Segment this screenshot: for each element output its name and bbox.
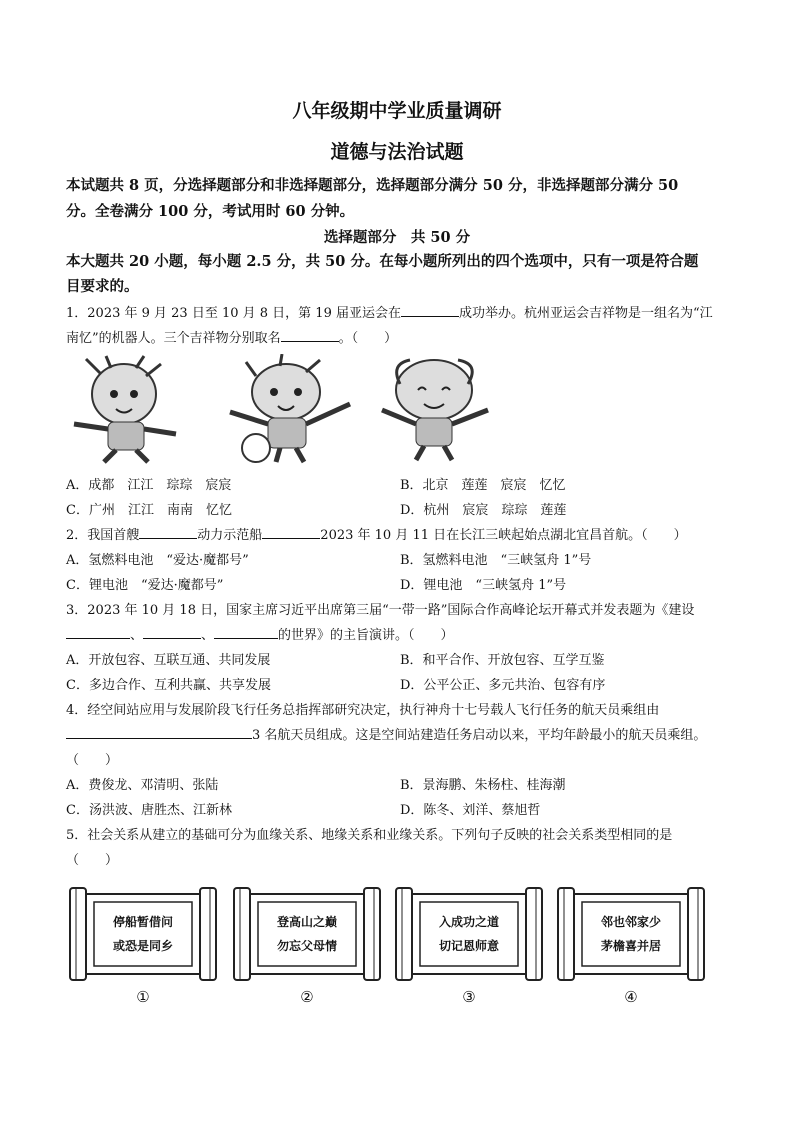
section-instruction-2: 目要求的。 [66, 278, 139, 295]
mascot-illustration-1 [66, 354, 206, 464]
q3-option-a[interactable]: A．开放包容、互联互通、共同发展 [66, 653, 271, 668]
blank [262, 526, 320, 539]
question-4-line-3: （ ） [66, 753, 119, 768]
blank [401, 304, 459, 317]
scroll-line-2: 或恐是同乡 [112, 939, 173, 953]
question-2-stem: 2．我国首艘 动力示范船 2023 年 10 月 11 日在长江三峡起始点湖北宜昌首航。（ ） [66, 528, 687, 543]
scroll-line-2: 切记恩师意 [438, 939, 499, 953]
blank [214, 626, 278, 639]
q1-option-d[interactable]: D．杭州 宸宸 琮琮 莲莲 [400, 503, 567, 518]
scroll-3 [394, 884, 544, 1012]
scroll-line-1: 停船暂借问 [112, 915, 173, 929]
blank [143, 626, 201, 639]
q2-option-b[interactable]: B．氢燃料电池 “三峡氢舟 1”号 [400, 553, 592, 568]
q3-option-c[interactable]: C．多边合作、互利共赢、共享发展 [66, 678, 271, 693]
question-1-line-1: 1．2023 年 9 月 23 日至 10 月 8 日，第 19 届亚运会在 成功举办。杭州亚运会吉祥物是一组名为“江 [66, 306, 713, 321]
mascot-illustration-2 [210, 354, 358, 464]
q3-option-b[interactable]: B．和平合作、开放包容、互学互鉴 [400, 653, 605, 668]
question-5-line-1: 5．社会关系从建立的基础可分为血缘关系、地缘关系和业缘关系。下列句子反映的社会关系类型相同的是 [66, 828, 673, 843]
q1-option-b[interactable]: B．北京 莲莲 宸宸 忆忆 [400, 478, 566, 493]
scroll-text [394, 910, 544, 958]
page-subtitle: 道德与法治试题 [330, 141, 464, 163]
question-4-line-1: 4．经空间站应用与发展阶段飞行任务总指挥部研究决定，执行神舟十七号载人飞行任务的航天员乘组由 [66, 703, 660, 718]
section-instruction-1: 本大题共 20 小题，每小题 2.5 分，共 50 分。在每小题所列出的四个选项中，只有一项是符合题 [66, 253, 699, 270]
question-4-line-2: 3 名航天员组成。这是空间站建造任务启动以来，平均年龄最小的航天员乘组。 [66, 724, 706, 743]
scroll-text [68, 910, 218, 958]
q2-option-a[interactable]: A．氢燃料电池 “爱达·魔都号” [66, 553, 249, 568]
question-5-line-2: （ ） [66, 853, 119, 868]
q4-option-b[interactable]: B．景海鹏、朱杨柱、桂海潮 [400, 778, 566, 793]
q1-option-c[interactable]: C．广州 江江 南南 忆忆 [66, 503, 232, 518]
q4-option-a[interactable]: A．费俊龙、邓清明、张陆 [66, 778, 219, 793]
blank [66, 626, 130, 639]
scroll-number: ④ [624, 988, 638, 1006]
scroll-4 [556, 884, 706, 1012]
scroll-number: ③ [462, 988, 476, 1006]
blank [281, 329, 339, 342]
q2-option-d[interactable]: D．锂电池 “三峡氢舟 1”号 [400, 578, 567, 593]
q3-option-d[interactable]: D．公平公正、多元共治、包容有序 [400, 678, 606, 693]
q1-option-a[interactable]: A．成都 江江 琮琮 宸宸 [66, 478, 232, 493]
intro-line-1: 本试题共 8 页，分选择题部分和非选择题部分，选择题部分满分 50 分，非选择题部分满分 50 [66, 177, 679, 194]
scroll-text [556, 910, 706, 958]
blank [139, 526, 197, 539]
mascot-illustration-3 [370, 354, 500, 464]
page-title: 八年级期中学业质量调研 [292, 100, 502, 122]
question-3-line-1: 3．2023 年 10 月 18 日，国家主席习近平出席第三届“一带一路”国际合作高峰论坛开幕式并发表题为《建设 [66, 603, 695, 618]
scroll-2 [232, 884, 382, 1012]
q4-option-c[interactable]: C．汤洪波、唐胜杰、江新林 [66, 803, 232, 818]
q4-option-d[interactable]: D．陈冬、刘洋、蔡旭哲 [400, 803, 541, 818]
scroll-line-1: 入成功之道 [438, 915, 499, 929]
scroll-number: ① [136, 988, 150, 1006]
scroll-1 [68, 884, 218, 1012]
question-1-line-2: 南忆”的机器人。三个吉祥物分别取名 。（ ） [66, 331, 398, 346]
question-3-line-2: 、 、 的世界》的主旨演讲。（ ） [66, 624, 454, 643]
intro-line-2: 分。全卷满分 100 分，考试用时 60 分钟。 [66, 203, 355, 220]
scroll-text [232, 910, 382, 958]
section-heading: 选择题部分 共 50 分 [323, 229, 471, 246]
scroll-number: ② [300, 988, 314, 1006]
scroll-line-2: 勿忘父母情 [276, 939, 337, 953]
blank [66, 726, 252, 739]
scroll-line-2: 茅檐喜并居 [600, 939, 661, 953]
scroll-line-1: 邻也邻家少 [600, 915, 661, 929]
scroll-line-1: 登高山之巅 [276, 915, 337, 929]
q2-option-c[interactable]: C．锂电池 “爱达·魔都号” [66, 578, 224, 593]
